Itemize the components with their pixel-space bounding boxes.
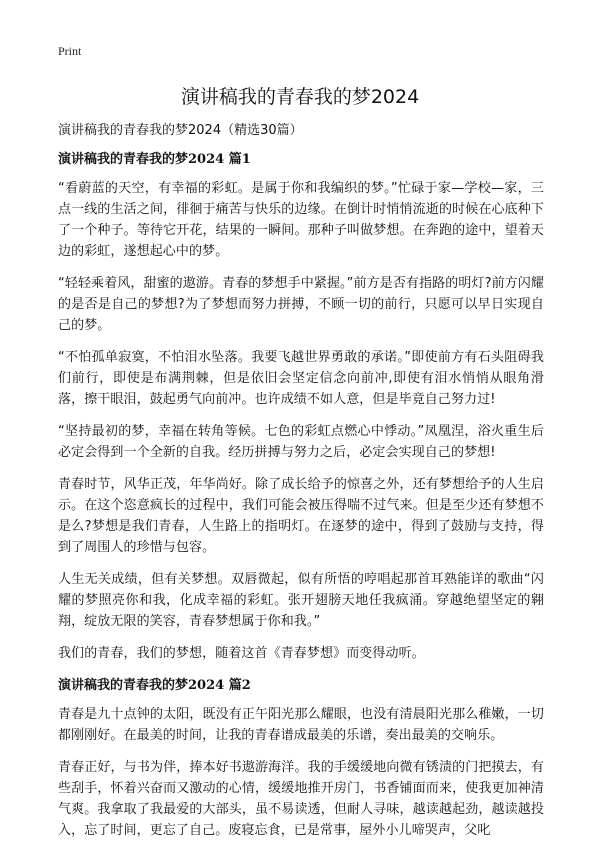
paragraph: 青春时节，风华正茂，年华尚好。除了成长给予的惊喜之外，还有梦想给予的人生启示。在这个恣意疯长的过程中，我们可能会被压得喘不过气来。但是至少还有梦想不是么?梦想是我们青春，人生路上的指明灯。在逐梦的途中，得到了鼓励与支持，得到了周围人的珍惜与包容。 (58, 477, 544, 555)
document-title: 演讲稿我的青春我的梦2024 (180, 86, 420, 108)
paragraph: 青春是九十点钟的太阳，既没有正午阳光那么耀眼，也没有清晨阳光那么稚嫩，一切都刚刚好。在最美的时间，让我的青春谱成最美的乐谱，奏出最美的交响乐。 (58, 707, 544, 743)
paragraph: 我们的青春，我们的梦想，随着这首《青春梦想》而变得动听。 (58, 646, 425, 661)
print-link[interactable]: Print (58, 44, 82, 58)
paragraph: “不怕孤单寂寞，不怕泪水坠落。我要飞越世界勇敢的承诺。”即使前方有石头阻碍我们前行，即使是布满荆棘，但是依旧会坚定信念向前冲,即使有泪水悄悄从眼角滑落，擦干眼泪，鼓起勇气向前冲。也许成绩不如人意，但是毕竟自己努力过! (58, 350, 544, 407)
section-heading-1: 演讲稿我的青春我的梦2024 篇1 (58, 152, 251, 167)
paragraph: “坚持最初的梦，幸福在转角等候。七色的彩虹点燃心中悸动。”凤凰涅，浴火重生后必定会得到一个全新的自我。经历拼搏与努力之后，必定会实现自己的梦想! (58, 424, 544, 460)
paragraph: 人生无关成绩，但有关梦想。双唇微起，似有所悟的哼唱起那首耳熟能详的歌曲“闪耀的梦照亮你和我，化成幸福的彩虹。张开翅膀天地任我疯涌。穿越绝望坚定的翱翔，绽放无限的笑容，青春梦想属于你和我。” (58, 572, 544, 629)
document-body (58, 120, 544, 852)
paragraph: “看蔚蓝的天空，有幸福的彩虹。是属于你和我编织的梦。”忙碌于家—学校—家，三点一线的生活之间，徘徊于痛苦与快乐的边缘。在倒计时悄悄流逝的时候在心底种下了一个种子。等待它开花，结果的一瞬间。那种子叫做梦想。在奔跑的途中，望着天边的彩虹，遂想起心中的梦。 (58, 181, 544, 259)
paragraph: “轻轻乘着风，甜蜜的遨游。青春的梦想手中紧握。”前方是否有指路的明灯?前方闪耀的是否是自己的梦想?为了梦想而努力拼搏，不顾一切的前行，只愿可以早日实现自己的梦。 (58, 276, 544, 333)
section-heading-2: 演讲稿我的青春我的梦2024 篇2 (58, 678, 251, 693)
document-subtitle: 演讲稿我的青春我的梦2024（精选30篇） (58, 123, 303, 138)
paragraph: 青春正好，与书为伴，捧本好书遨游海洋。我的手缓缓地向微有锈渍的门把摸去，有些刮手，怀着兴奋而又激动的心情，缓缓地推开房门，书香铺面而来，使我更加神清气爽。我拿取了我最爱的大部头，虽不易读透，但耐人寻味，越读越起劲，越读越投入，忘了时间，更忘了自己。废寝忘食，已是常事，屋外小儿啼哭声，父叱 (58, 760, 544, 838)
